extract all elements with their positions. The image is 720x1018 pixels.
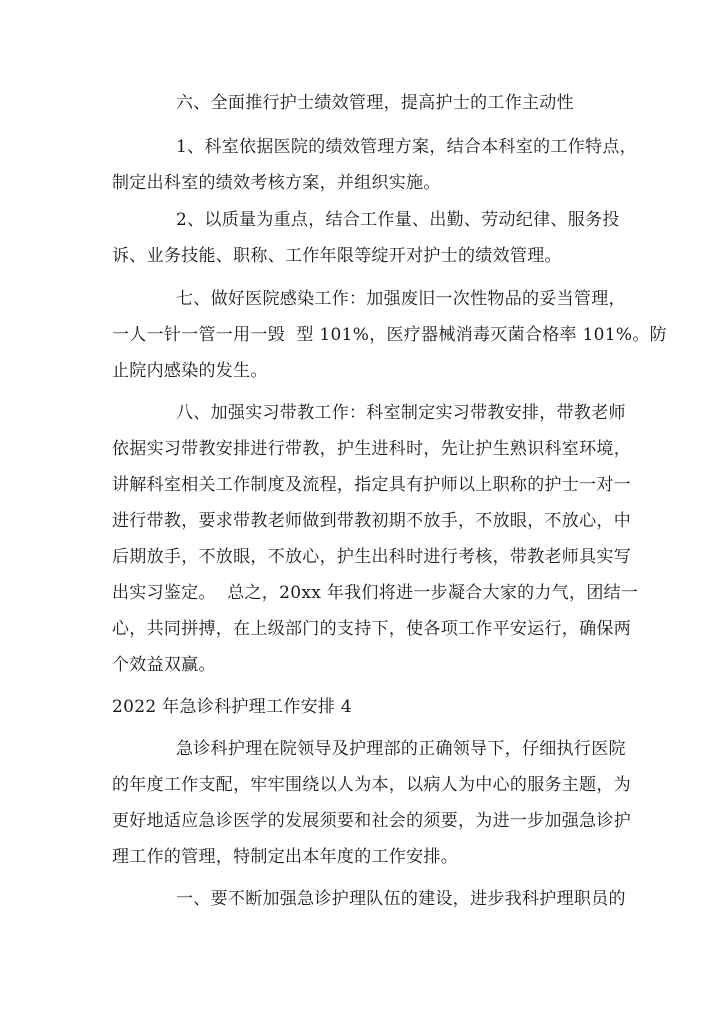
paragraph-line: 个效益双赢。 bbox=[112, 655, 216, 675]
paragraph-line: 的年度工作支配，牢牢围绕以人为本，以病人为中心的服务主题，为 bbox=[112, 775, 631, 795]
paragraph-line: 讲解科室相关工作制度及流程，指定具有护师以上职称的护士一对一 bbox=[112, 475, 631, 495]
paragraph-line: 出实习鉴定。 总之，20xx 年我们将进一步凝合大家的力气，团结一 bbox=[112, 583, 639, 603]
paragraph-line: 更好地适应急诊医学的发展须要和社会的须要，为进一步加强急诊护 bbox=[112, 811, 631, 831]
paragraph-line: 急诊科护理在院领导及护理部的正确领导下，仔细执行医院 bbox=[176, 739, 626, 759]
paragraph-line: 1、科室依据医院的绩效管理方案，结合本科室的工作特点， bbox=[176, 137, 637, 157]
section-heading: 七、做好医院感染工作：加强废旧一次性物品的妥当管理， bbox=[176, 289, 626, 309]
document-title: 2022 年急诊科护理工作安排 4 bbox=[112, 697, 352, 717]
paragraph-line: 进行带教，要求带教老师做到带教初期不放手，不放眼，不放心，中 bbox=[112, 511, 631, 531]
paragraph-line: 心，共同拼搏，在上级部门的支持下，使各项工作平安运行，确保两 bbox=[112, 619, 631, 639]
section-heading: 六、全面推行护士绩效管理，提高护士的工作主动性 bbox=[176, 93, 574, 113]
paragraph-line: 后期放手，不放眼，不放心，护生出科时进行考核，带教老师具实写 bbox=[112, 547, 631, 567]
paragraph-line: 制定出科室的绩效考核方案，并组织实施。 bbox=[112, 173, 441, 193]
paragraph-line: 诉、业务技能、职称、工作年限等绽开对护士的绩效管理。 bbox=[112, 246, 562, 266]
paragraph-line: 一人一针一管一用一毁 型 101%，医疗器械消毒灭菌合格率 101%。防 bbox=[112, 325, 667, 345]
paragraph-line: 依据实习带教安排进行带教，护生进科时，先让护生熟识科室环境， bbox=[112, 439, 631, 459]
paragraph-line: 2、以质量为重点，结合工作量、出勤、劳动纪律、服务投 bbox=[176, 210, 620, 230]
paragraph-line: 止院内感染的发生。 bbox=[112, 361, 268, 381]
section-heading: 八、加强实习带教工作：科室制定实习带教安排，带教老师 bbox=[176, 403, 626, 423]
paragraph-line: 理工作的管理，特制定出本年度的工作安排。 bbox=[112, 847, 458, 867]
section-heading: 一、要不断加强急诊护理队伍的建设，进步我科护理职员的 bbox=[176, 889, 626, 909]
